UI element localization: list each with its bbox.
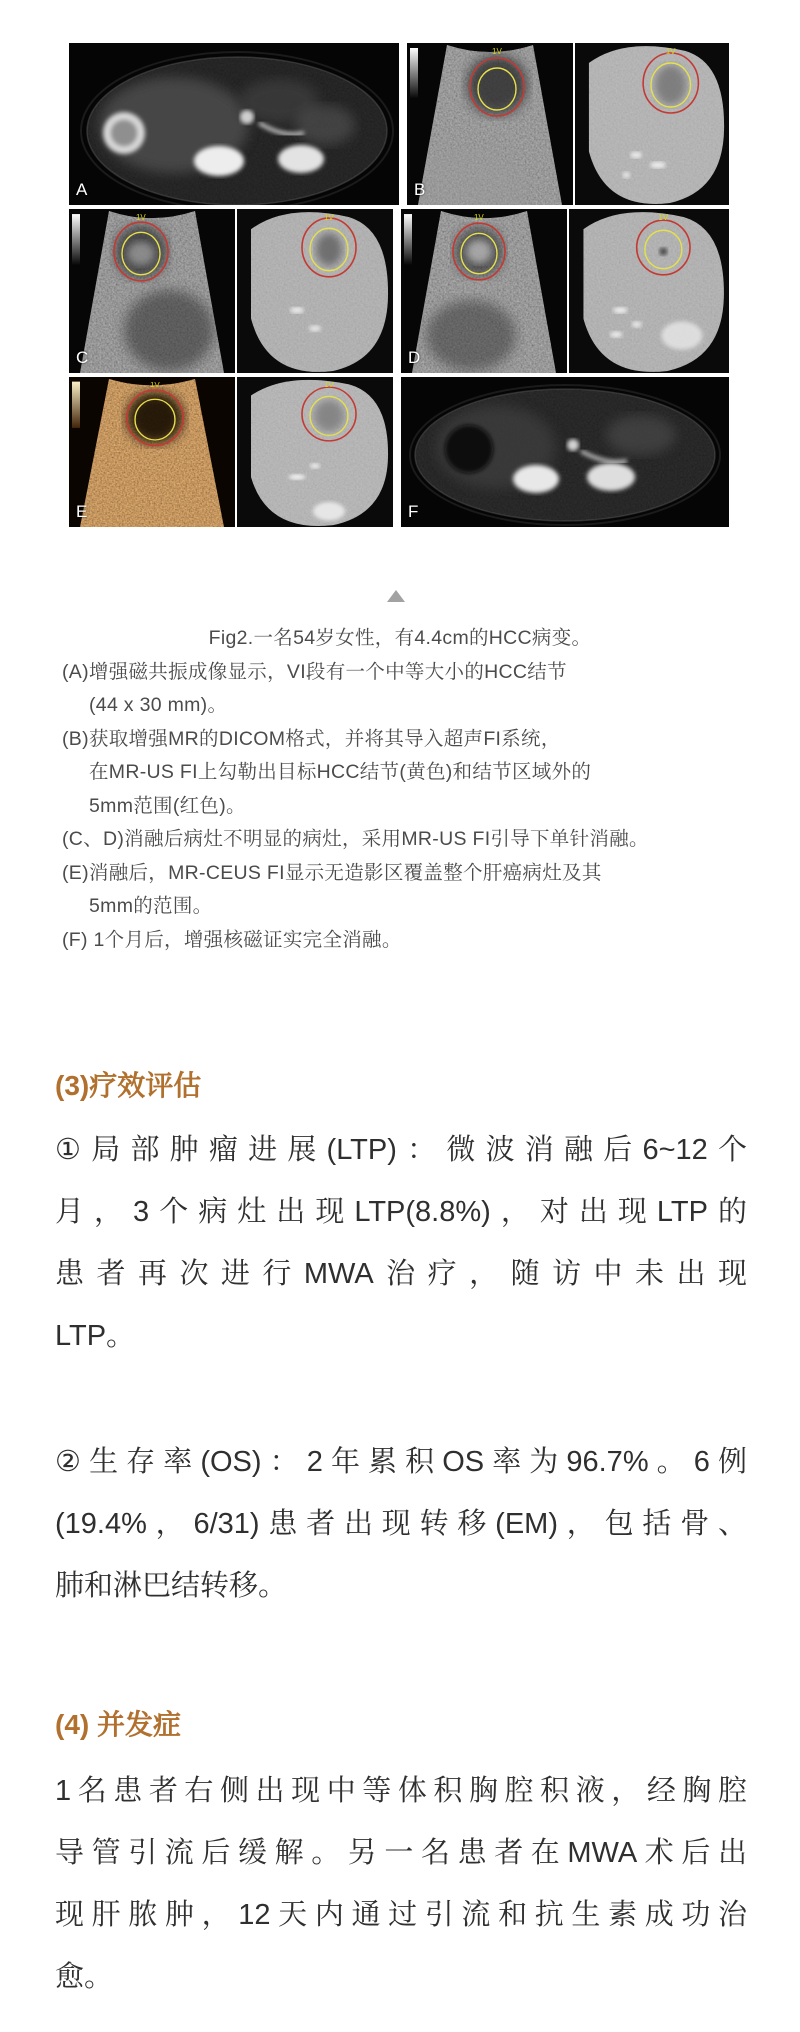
heading-efficacy-evaluation: (3)疗效评估 — [55, 1070, 202, 1101]
triangle-up-icon — [387, 590, 405, 602]
mr-fusion-image — [237, 209, 393, 373]
panel-label-e: E — [76, 502, 89, 521]
paragraph-line: 肺和淋巴结转移。 — [55, 1570, 288, 1602]
caption-line-e2: 5mm的范围。 — [89, 895, 213, 917]
caption-line-a: (A)增强磁共振成像显示，VI段有一个中等大小的HCC结节 — [62, 660, 567, 683]
mr-fusion-image — [237, 377, 393, 527]
caption-line-a2: (44 x 30 mm)。 — [89, 694, 228, 716]
panel-label-c: C — [76, 348, 90, 367]
panel-label-d: D — [408, 348, 422, 367]
target-marker-label: 1V — [324, 213, 334, 223]
target-marker-label: 1V — [492, 47, 502, 56]
target-marker-label: 1V — [658, 213, 669, 223]
paragraph-complications — [55, 1760, 747, 2008]
panel-a-mri-image[interactable] — [69, 43, 399, 205]
panel-d-ultrasound-image[interactable] — [401, 209, 567, 373]
heading-complications: (4) 并发症 — [55, 1709, 182, 1740]
figure-row-2 — [69, 209, 729, 373]
target-marker-label: 1V — [136, 213, 146, 223]
figure-2 — [69, 43, 729, 531]
panel-c-ultrasound-image[interactable] — [69, 209, 235, 373]
mri-axial-image — [401, 377, 729, 527]
paragraph-line: (19.4%，6/31)患者出现转移(EM)，包括骨、 — [55, 1508, 747, 1540]
caption-line-e: (E)消融后，MR-CEUS FI显示无造影区覆盖整个肝癌病灶及其 — [62, 861, 602, 884]
figure-gap — [393, 377, 401, 527]
figure-row-1 — [69, 43, 729, 205]
panel-e-ceus-image[interactable] — [69, 377, 235, 527]
caption-line-b: (B)获取增强MR的DICOM格式，并将其导入超声FI系统， — [62, 727, 561, 750]
ultrasound-image — [401, 209, 567, 373]
caption-line-f: (F) 1个月后，增强核磁证实完全消融。 — [62, 928, 402, 951]
panel-b-mr-image[interactable] — [575, 43, 729, 205]
panel-label-a: A — [76, 180, 89, 199]
panel-d-mr-image[interactable] — [569, 209, 729, 373]
contrast-ultrasound-image — [69, 377, 235, 527]
paragraph-line: 月，3个病灶出现LTP(8.8%)，对出现LTP的 — [55, 1196, 747, 1228]
paragraph-line: ②生存率(OS)：2年累积OS率为96.7%。6例 — [55, 1446, 747, 1478]
panel-label-b: B — [414, 180, 427, 199]
mr-fusion-image — [575, 43, 729, 205]
caption-line-cd: (C、D)消融后病灶不明显的病灶，采用MR-US FI引导下单针消融。 — [62, 828, 649, 850]
panel-c-mr-image[interactable] — [237, 209, 393, 373]
paragraph-line: LTP。 — [55, 1320, 136, 1352]
paragraph-line: 1名患者右侧出现中等体积胸腔积液，经胸腔 — [55, 1775, 747, 1807]
paragraph-line: 患者再次进行MWA治疗，随访中未出现 — [55, 1258, 747, 1290]
figure-caption — [0, 622, 800, 957]
target-marker-label: 1V — [665, 46, 676, 57]
paragraph-line: 导管引流后缓解。另一名患者在MWA术后出 — [55, 1837, 747, 1869]
mr-fusion-image — [569, 209, 729, 373]
paragraph-line: ①局部肿瘤进展(LTP)：微波消融后6~12个 — [55, 1134, 747, 1166]
panel-f-mri-image[interactable] — [401, 377, 729, 527]
panel-label-f: F — [408, 502, 420, 521]
caption-line-b3: 5mm范围(红色)。 — [89, 794, 246, 817]
paragraph-line: 愈。 — [55, 1961, 114, 1993]
ultrasound-image — [407, 43, 573, 205]
figure-row-3 — [69, 377, 729, 527]
target-marker-label: 1V — [474, 213, 484, 223]
paragraph-os — [55, 1431, 747, 1617]
target-marker-label: 1V — [324, 380, 334, 390]
caption-line-b2: 在MR-US FI上勾勒出目标HCC结节(黄色)和结节区域外的 — [89, 761, 592, 783]
panel-e-mr-image[interactable] — [237, 377, 393, 527]
paragraph-line: 现肝脓肿，12天内通过引流和抗生素成功治 — [55, 1899, 747, 1931]
figure-gap — [399, 43, 407, 205]
paragraph-ltp — [55, 1119, 747, 1367]
figure-gap — [393, 209, 401, 373]
mri-axial-image — [69, 43, 399, 205]
panel-b-ultrasound-image[interactable] — [407, 43, 573, 205]
caption-title: Fig2.一名54岁女性，有4.4cm的HCC病变。 — [208, 627, 592, 649]
ultrasound-image — [69, 209, 235, 373]
target-marker-label: 1V — [150, 380, 160, 390]
